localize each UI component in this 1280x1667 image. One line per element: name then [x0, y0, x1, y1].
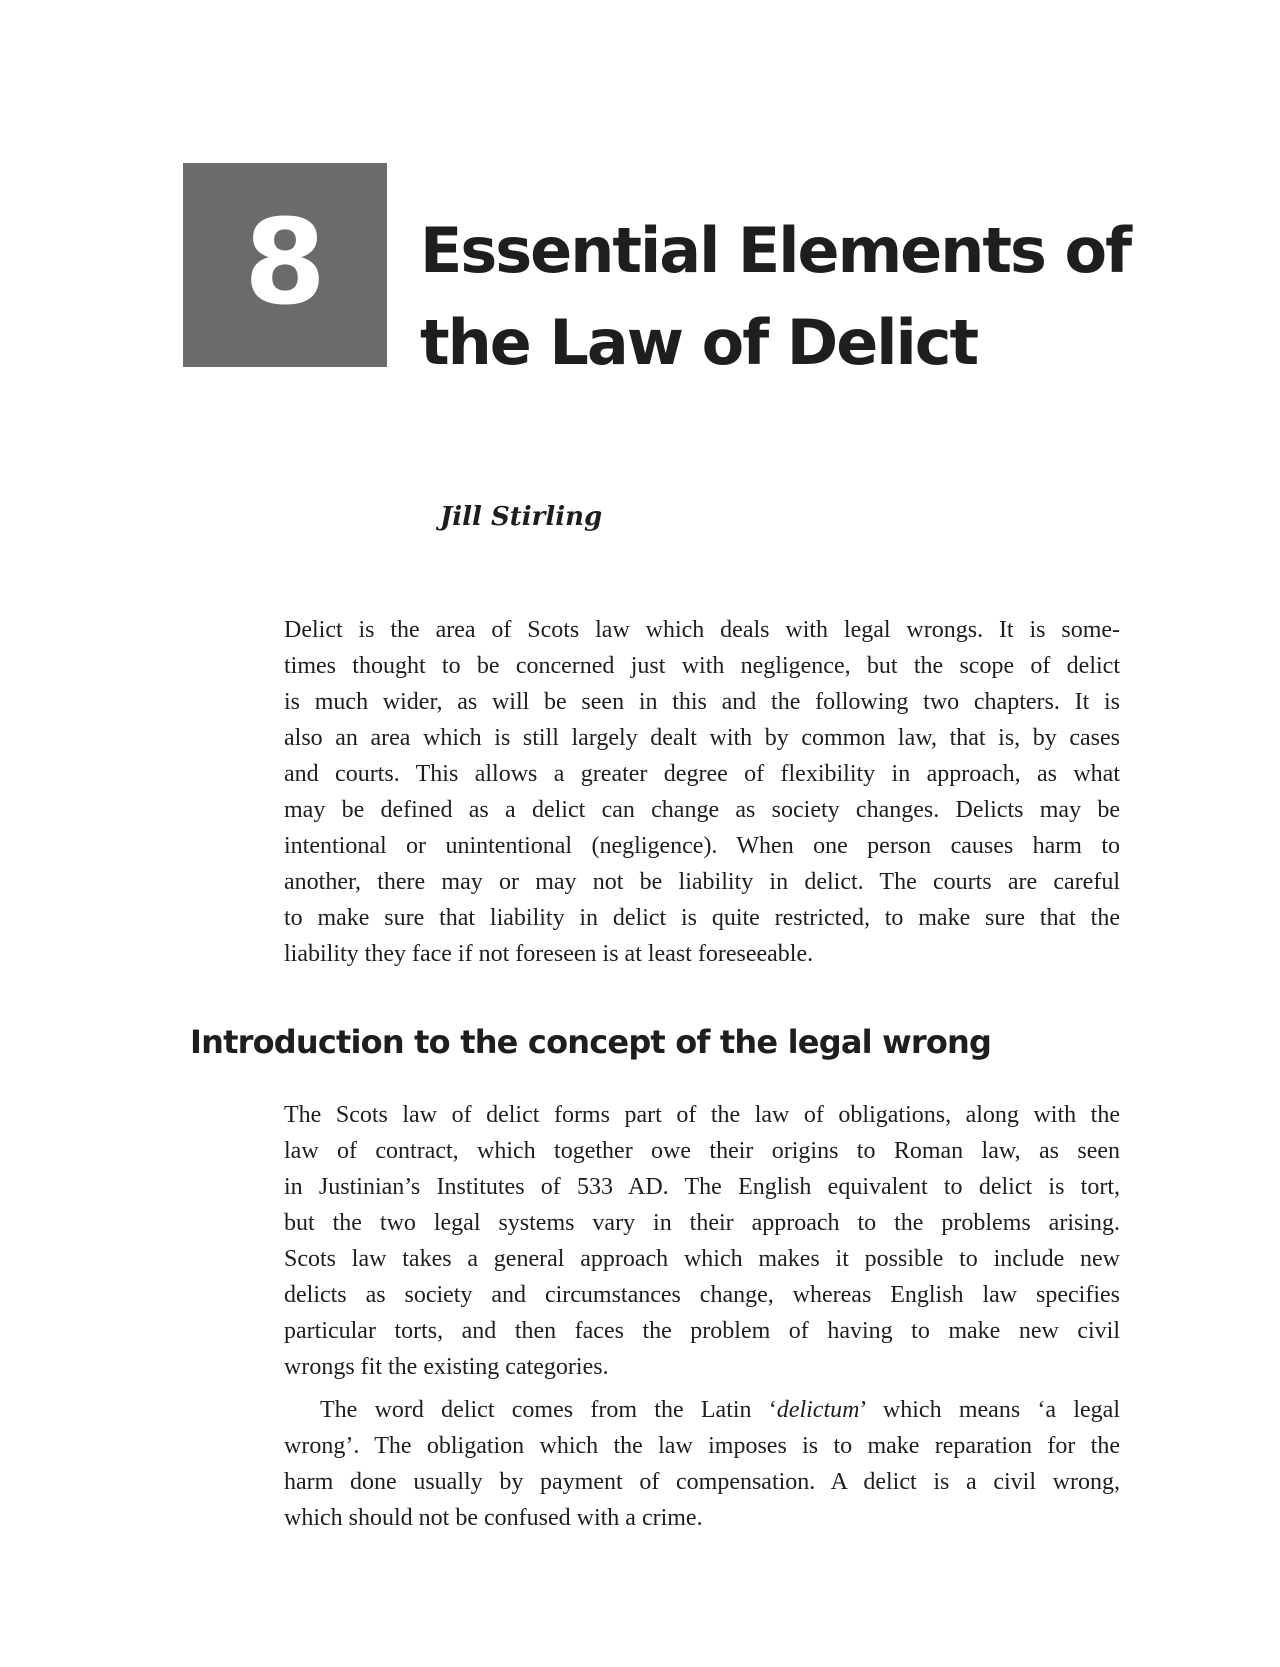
chapter-title: [420, 205, 1220, 389]
text-line: particular torts, and then faces the problem of having to make new civil: [284, 1318, 1120, 1344]
text-line: is much wider, as will be seen in this and the following two chapters. It is: [284, 689, 1120, 715]
text-line: to make sure that liability in delict is quite restricted, to make sure that the: [284, 905, 1120, 931]
chapter-number: 8: [243, 193, 327, 331]
text-line: Delict is the area of Scots law which deals with legal wrongs. It is some-: [284, 617, 1120, 643]
text-line: wrongs fit the existing categories.: [284, 1354, 609, 1380]
section-paragraph-1: [284, 1097, 1120, 1385]
text-line: Scots law takes a general approach which makes it possible to include new: [284, 1246, 1120, 1272]
section-heading: Introduction to the concept of the legal wrong: [190, 1023, 992, 1061]
text-line: law of contract, which together owe their origins to Roman law, as seen: [284, 1138, 1120, 1164]
text-line: harm done usually by payment of compensation. A delict is a civil wrong,: [284, 1469, 1120, 1495]
text-line: and courts. This allows a greater degree of flexibility in approach, as what: [284, 761, 1120, 787]
text-line: liability they face if not foreseen is at least foreseeable.: [284, 941, 814, 967]
section-paragraph-2: [284, 1392, 1120, 1536]
text-line: also an area which is still largely dealt with by common law, that is, by cases: [284, 725, 1120, 751]
text-line: in Justinian’s Institutes of 533 AD. The English equivalent to delict is tort,: [284, 1174, 1120, 1200]
text-line: which should not be confused with a crime.: [284, 1505, 703, 1531]
intro-paragraph: [284, 612, 1120, 972]
text-line: The Scots law of delict forms part of the law of obligations, along with the: [284, 1102, 1120, 1128]
text-fragment: The word delict comes from the Latin ‘: [320, 1397, 777, 1423]
chapter-title-line: the Law of Delict: [420, 306, 978, 379]
text-line: another, there may or may not be liability in delict. The courts are careful: [284, 869, 1120, 895]
text-line: delicts as society and circumstances change, whereas English law specifies: [284, 1282, 1120, 1308]
text-line: wrong’. The obligation which the law imposes is to make reparation for the: [284, 1433, 1120, 1459]
text-fragment: ’ which means ‘a legal: [859, 1397, 1120, 1423]
text-line: intentional or unintentional (negligence). When one person causes harm to: [284, 833, 1120, 859]
text-line: but the two legal systems vary in their approach to the problems arising.: [284, 1210, 1120, 1236]
text-line: [284, 1392, 1120, 1428]
chapter-title-line: Essential Elements of: [420, 214, 1131, 287]
chapter-number-box: [183, 163, 387, 367]
latin-term: delictum: [776, 1397, 860, 1423]
text-line: may be defined as a delict can change as society changes. Delicts may be: [284, 797, 1120, 823]
author-name: Jill Stirling: [440, 502, 603, 532]
text-line: times thought to be concerned just with negligence, but the scope of delict: [284, 653, 1120, 679]
